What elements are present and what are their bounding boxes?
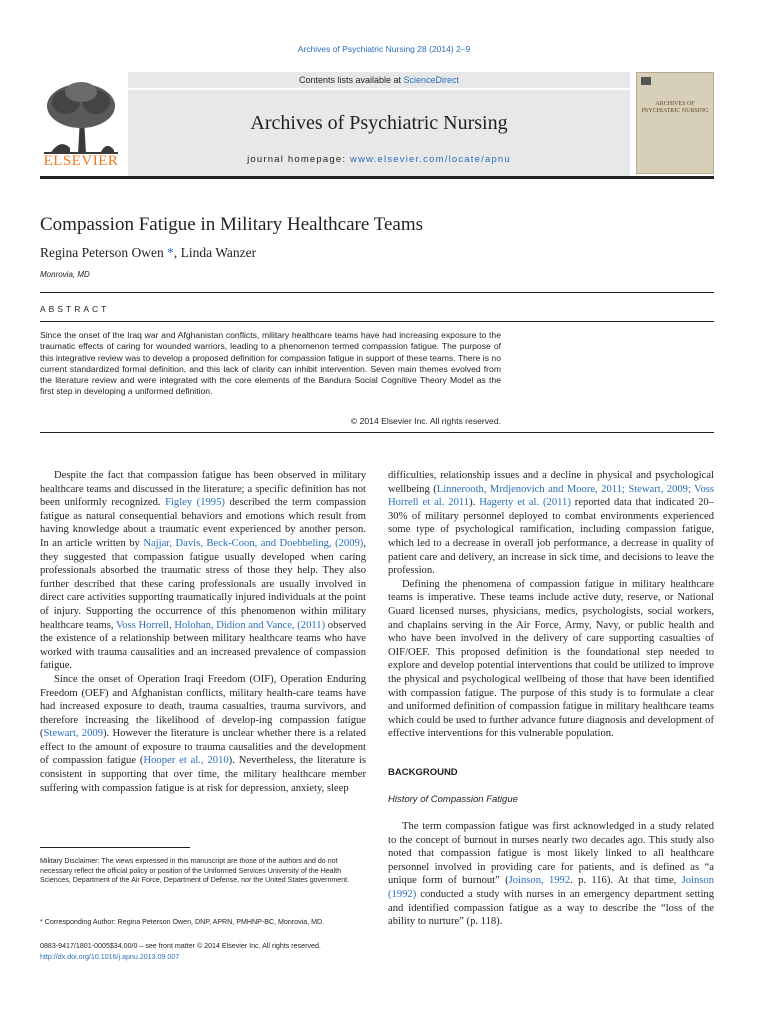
masthead-center	[128, 72, 630, 174]
corresponding-author-note: * Corresponding Author: Regina Peterson Owen, DNP, APRN, PMHNP-BC, Monrovia, MD.	[40, 918, 325, 926]
citation-link[interactable]: Figley (1995)	[165, 497, 225, 509]
abstract-text: Since the onset of the Iraq war and Afghanistan conflicts, military healthcare teams have had increasing exposure to the traumatic effects of caring for wounded warriors, leading to a phenomenon termed compassion fatigue. The purpose of this integrative review was to develop a proposed definition for compassion fatigue in support of these teams. There is no current standardized formal definition, and this lack of clarity can inhibit intervention. Seven main themes evolved from the literature review and were integrated with the core elements of the Bandura Social Cognitive Theory Model as the first step in developing a uniformed definition.	[40, 330, 501, 397]
issn-line: 0883-9417/1801-0005$34.00/0 – see front matter © 2014 Elsevier Inc. All rights reserved.	[40, 942, 321, 950]
contents-prefix: Contents lists available at	[298, 75, 404, 85]
affiliation: Monrovia, MD	[40, 270, 90, 279]
doi-link[interactable]: http://dx.doi.org/10.1016/j.apnu.2013.09.007	[40, 952, 180, 961]
paragraph: Since the onset of Operation Iraqi Freedom (OIF), Operation Enduring Freedom (OEF) and Afghanistan conflicts, military health-care teams have had increased exposure to death, trauma casualties, trauma survivors, and therefore increasing the likelihood of develop-ing compassion fatigue (Stewart, 2009). However the literature is unclear whether there is a related effect to the amount of exposure to trauma causalities and the development of compassion fatigue (Hooper et al., 2010). Nevertheless, the literature is consistent in supporting that over time, the military healthcare member suffering with compassion fatigue is at risk for depression, anxiety, sleep	[40, 673, 366, 794]
citation-link[interactable]: Hooper et al., 2010	[143, 755, 229, 767]
journal-homepage	[128, 154, 630, 165]
abstract-heading-rule	[40, 321, 714, 322]
author-list	[40, 245, 256, 261]
paragraph: difficulties, relationship issues and a decline in physical and psychological wellbeing (Linnerooth, Mrdjenovich and Moore, 2011; Stewart, 2009; Voss Horrell et al. 2011). Hagerty et al. (2011) reported data that indicated 20–30% of military personnel deployed to combat environments experienced some type of psychological ramification, including compassion fatigue, which led to a decrease in overall job performance, a decrease in quality of patient care and delivery, an increase in sick time, and decisions to leave the profession.	[388, 470, 715, 577]
abstract-copyright: © 2014 Elsevier Inc. All rights reserved.	[350, 416, 501, 426]
masthead-banner	[128, 90, 630, 176]
header-rule	[40, 176, 714, 179]
journal-cover-thumbnail	[636, 72, 714, 174]
journal-citation-link[interactable]: Archives of Psychiatric Nursing 28 (2014) 2–9	[297, 44, 471, 54]
citation-link[interactable]: Voss Horrell, Holohan, Didion and Vance, (2011)	[116, 619, 326, 631]
citation-link[interactable]: Joinson, 1992	[508, 875, 571, 887]
abstract-heading: ABSTRACT	[40, 304, 110, 314]
publication-info	[40, 941, 321, 962]
citation-link[interactable]: Linnerooth, Mrdjenovich and Moore, 2011; Stewart, 2009; Voss Horrell et al. 2011	[388, 483, 714, 509]
author-owen: Regina Peterson Owen	[40, 245, 164, 260]
body-right-column-lower	[388, 820, 714, 929]
paragraph: Defining the phenomena of compassion fatigue in military healthcare teams is imperative. These teams include active duty, reserve, or National Guard licensed nurses, physicians, medics, psychologists, social workers, and chaplains serving in the Air Force, Army, Navy, or public health and who have been involved in the delivery of care supporting casualties of OIF/OEF. This proposed definition is the foundational step needed to explore and develop potential interventions that could be utilized to improve the physical and psychological wellbeing of those that have been identified with compassion fatigue. The purpose of this study is to formulate a clear and uniformed definition of compassion fatigue in military healthcare teams which could be used to further advance future diagnosis and development of effective interventions for this vulnerable population.	[388, 578, 714, 740]
body-right-column	[388, 469, 714, 741]
masthead	[40, 72, 714, 174]
citation-link[interactable]: Hagerty et al. (2011)	[479, 497, 571, 509]
paragraph: The term compassion fatigue was first acknowledged in a study related to the concept of burnout in nurses nearly two decades ago. This study also noted that compassion fatigue is most likely linked to all healthcare personnel involved in providing care for patients, and is defined as “a unique form of burnout” (Joinson, 1992. p. 116). At that time, Joinson (1992) conducted a study with nurses in an emergency department setting and identified compassion fatigue as a way to describe the “loss of the ability to nurture” (p. 118).	[388, 821, 714, 928]
journal-title: Archives of Psychiatric Nursing	[250, 112, 508, 134]
footnote-rule	[40, 847, 190, 848]
abstract-bottom-rule	[40, 432, 714, 433]
citation-link[interactable]: Stewart, 2009	[43, 728, 103, 740]
citation-link[interactable]: Joinson (1992)	[388, 875, 714, 900]
corresponding-author-marker[interactable]: *	[167, 245, 174, 260]
homepage-link[interactable]: www.elsevier.com/locate/apnu	[350, 154, 511, 165]
history-subheading: History of Compassion Fatigue	[388, 794, 518, 805]
elsevier-wordmark: ELSEVIER	[43, 153, 119, 169]
paragraph: Despite the fact that compassion fatigue has been observed in military healthcare teams and discussed in the literature; a specific definition has not been uniformly recognized. Figley (1995) described the term compassion fatigue as natural consequential behaviors and emotions which result from having knowledge about a traumatic event experienced by another person. In an article written by Najjar, Davis, Beck-Coon, and Doebbeling, (2009), they suggested that compassion fatigue usually developed when caring professionals absorbed the traumatic stress of those they help. They also further described that these caring professionals are usually involved in direct care activities supporting traumatically injured individuals at the point of injury. Supporting the occurrence of this phenomenon within military healthcare teams, Voss Horrell, Holohan, Didion and Vance, (2011) observed the existence of a relationship between military healthcare teams who have worked with trauma causalities and an increased prevalence of compassion fatigue.	[40, 470, 367, 672]
body-left-column	[40, 469, 366, 795]
background-heading: BACKGROUND	[388, 767, 458, 778]
contents-line	[128, 72, 630, 88]
sciencedirect-link[interactable]: ScienceDirect	[403, 75, 460, 85]
citation-link[interactable]: Najjar, Davis, Beck-Coon, and Doebbeling, (2009)	[143, 537, 364, 549]
cover-publisher-icon	[641, 77, 651, 85]
military-disclaimer: Military Disclaimer: The views expressed in this manuscript are those of the authors and do not necessary reflect the official policy or position of the Uniformed Services University of the Health Sciences, Department of the Air Force, Department of Defense, nor the United States government.	[40, 857, 350, 885]
cover-title: ARCHIVES OF PSYCHIATRIC NURSING	[641, 101, 709, 114]
homepage-prefix: journal homepage:	[247, 154, 351, 165]
article-title: Compassion Fatigue in Military Healthcare Teams	[40, 214, 423, 235]
author-wanzer: , Linda Wanzer	[173, 245, 257, 260]
abstract-top-rule	[40, 292, 714, 293]
